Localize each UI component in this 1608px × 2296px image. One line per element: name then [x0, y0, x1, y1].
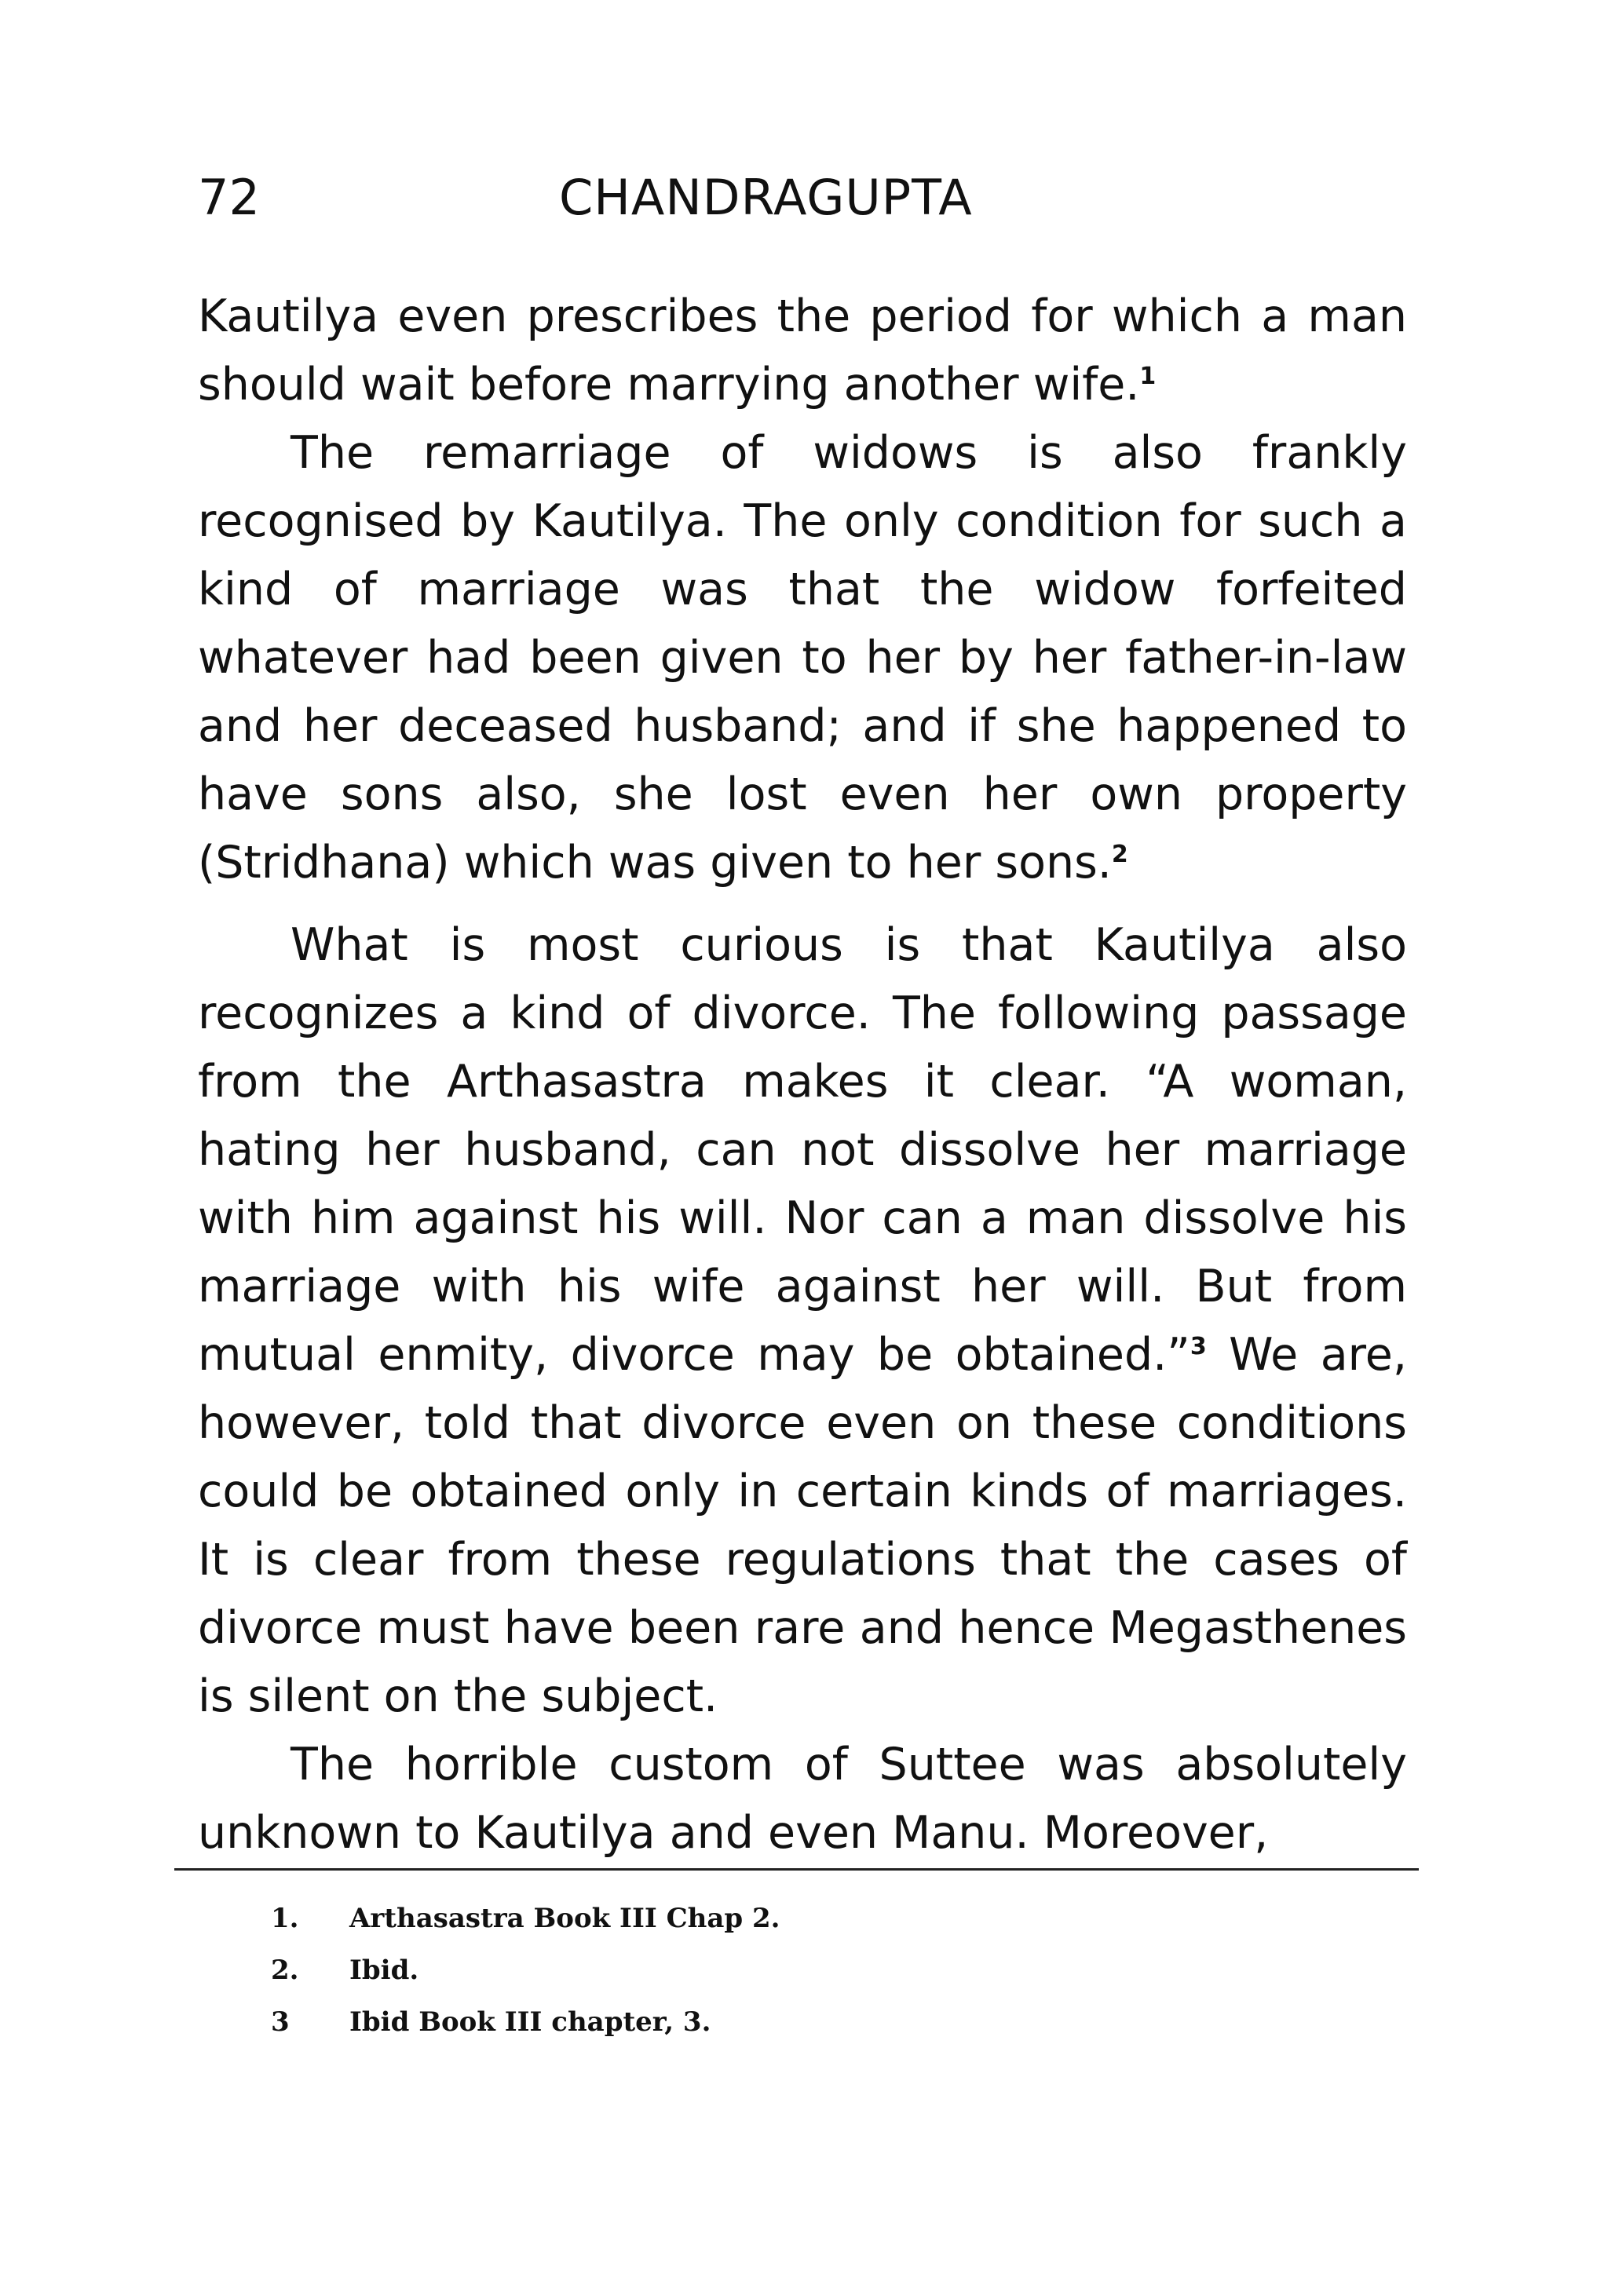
- paragraph-text: Kautilya even prescribes the period for which a man should wait before marrying another wife.: [198, 290, 1407, 411]
- paragraph: [198, 911, 1407, 1731]
- footnote-ref: 2: [1111, 841, 1128, 868]
- paragraph: [198, 419, 1407, 897]
- paragraph-text: The horrible custom of Suttee was absolutely unknown to Kautilya and even Manu. Moreover,: [198, 1739, 1407, 1859]
- footnote-text: Ibid Book III chapter, 3.: [349, 2006, 711, 2038]
- footnote-rule: [174, 1868, 1419, 1871]
- page-number: 72: [198, 169, 260, 226]
- footnote: [271, 1898, 1292, 1939]
- footnote: [271, 2002, 1292, 2042]
- footnote-number: 1.: [271, 1903, 299, 1934]
- paragraph-text: We are, however, told that divorce even on these conditions could be obtained only in certain kinds of marriages. It is clear from these regulations that the cases of divorce must have been rare and hence Megasthenes is silent on the subject.: [198, 1329, 1407, 1722]
- paragraph-text: The remarriage of widows is also frankly recognised by Kautilya. The only condition for such a kind of marriage was that the widow forfeited whatever had been given to her by her father-in-law and her deceased husband; and if she happened to have sons also, she lost even her own property (Stridhana) which was given to her sons.: [198, 427, 1407, 889]
- footnote: [271, 1950, 1292, 1991]
- paragraph-text: What is most curious is that Kautilya also recognizes a kind of divorce. The following passage from the Arthasastra makes it clear. “A woman, hating her husband, can not dissolve her marriage with him against his will. Nor can a man dissolve his marriage with his wife against her will. But from mutual enmity, divorce may be obtained.”: [198, 919, 1407, 1381]
- footnote-ref: 3: [1190, 1333, 1207, 1360]
- body-text: [198, 283, 1407, 1867]
- footnote-number: 2.: [271, 1955, 299, 1986]
- footnote-text: Ibid.: [349, 1955, 419, 1986]
- footnote-text: Arthasastra Book III Chap 2.: [349, 1903, 780, 1934]
- running-title: CHANDRAGUPTA: [559, 169, 973, 226]
- paragraph: [198, 1731, 1407, 1867]
- footnotes: [271, 1898, 1292, 2053]
- footnote-number: 3: [271, 2006, 290, 2038]
- running-head: [198, 166, 1407, 253]
- footnote-ref: 1: [1139, 363, 1157, 390]
- paragraph: [198, 283, 1407, 419]
